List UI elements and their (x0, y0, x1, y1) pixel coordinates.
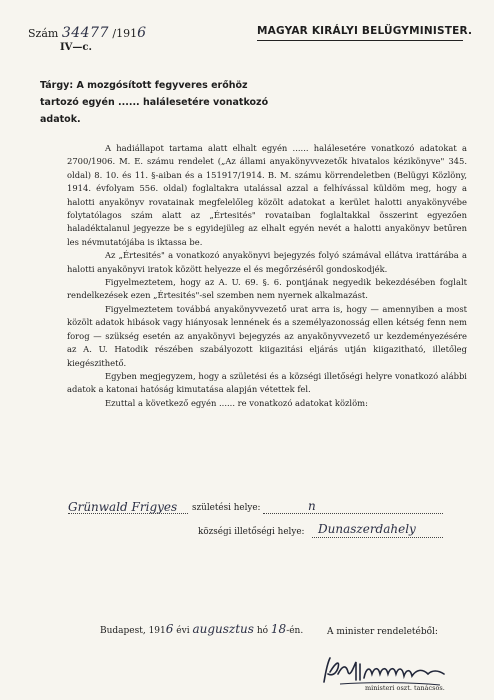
date-evi: évi (176, 626, 190, 636)
date-line (100, 622, 303, 636)
department-code: IV—c. (60, 42, 93, 53)
letterhead-title: MAGYAR KIRÁLYI BELÜGYMINISTER. (257, 25, 473, 37)
reference-year-prefix: /191 (112, 27, 138, 40)
subject-label: Tárgy: (40, 80, 74, 91)
birthplace-field-line (263, 513, 443, 514)
birthplace-handwritten: n (308, 499, 316, 513)
letter-body (67, 142, 467, 410)
date-month-handwritten: augusztus (192, 622, 254, 636)
signer-title: ministeri oszt. tanácsos. (365, 684, 445, 692)
paragraph: A hadiállapot tartama alatt elhalt egyén ...... halálesetére vonatkozó adatokat a 2700/1906. M. E. számu rendelet („Az állami anyakönyvvezetők hivatalos kézikönyve" 345. oldal) 8. 10. és 11. §-aiban és a 151917/1914. B. M. számu körrendeletben (Belügyi Közlöny, 1914. évfolyam 556. oldal) foglaltakra utalással azzal a felhívással küldöm meg, hogy a halotti anyakönyv rovatainak megfelelőleg közölt adatokat a kerület halotti anyakönyvébe folytatólagos szám alatt az „Értesités" rovataiban foglaltakkal összerint egyezően haladéktalanul jegyezze be s egyidejüleg az elhalt egyén nevét a halotti anyakönyv betűren les névmutatójába is iktassa be. (67, 143, 467, 247)
domicile-label: községi illetőségi helye: (198, 527, 305, 537)
reference-number (28, 25, 147, 41)
paragraph: Figyelmeztetem továbbá anyakönyvvezető urat arra is, hogy — amennyiben a most közölt adatok hibások vagy hiányosak lennének és a személyazonosság ellen kétség fenn nem forog — szükség esetén az anyakönyvi bejegyzés az anyakönyvvezető ur kezdeményezésére az A. U. Hatodik részében szabályozott kiigazitási eljárás utján kiigazitható, illetőleg kiegészithető. (67, 303, 467, 368)
reference-number-handwritten: 34477 (61, 25, 109, 41)
date-ho: hó (256, 626, 269, 636)
paragraph: Egyben megjegyzem, hogy a születési és a községi illetőségi helyre vonatkozó alábbi adatok a katonai hatóság kimutatása alapján vétettek fel. (67, 370, 467, 395)
date-day-handwritten: 18 (270, 622, 287, 636)
date-year-handwritten: 6 (165, 622, 174, 636)
paragraph: Ezuttal a következő egyén ...... re vonatkozó adatokat közlöm: (105, 397, 368, 408)
birthplace-label: születési helye: (192, 503, 261, 513)
reference-prefix: Szám (28, 27, 59, 40)
reference-year-handwritten: 6 (137, 25, 147, 41)
domicile-field-line (312, 537, 443, 538)
subject-block (40, 77, 280, 128)
date-city: Budapest, 191 (100, 626, 166, 636)
date-suffix: -én. (286, 626, 304, 636)
domicile-handwritten: Dunaszerdahely (318, 522, 416, 536)
letterhead-underline (257, 40, 463, 41)
subject-text: A mozgósított fegyveres erőhöz tartozó egyén ...... halálesetére vonatkozó adatok. (40, 80, 269, 125)
deceased-name-handwritten: Grünwald Frigyes (68, 500, 178, 514)
minister-authority: A minister rendeletéből: (327, 627, 438, 637)
paragraph: Figyelmeztetem, hogy az A. U. 69. §. 6. pontjának negyedik bekezdésében foglalt rendelkezések ezen „Értesités"-sel szemben nem nyernek alkalmazást. (67, 277, 467, 301)
paragraph: Az „Értesités" a vonatkozó anyakönyvi bejegyzés folyó számával ellátva irattárába a halotti anyakönyvi iratok között helyezze el és megőrzéséről gondoskodjék. (67, 250, 467, 274)
